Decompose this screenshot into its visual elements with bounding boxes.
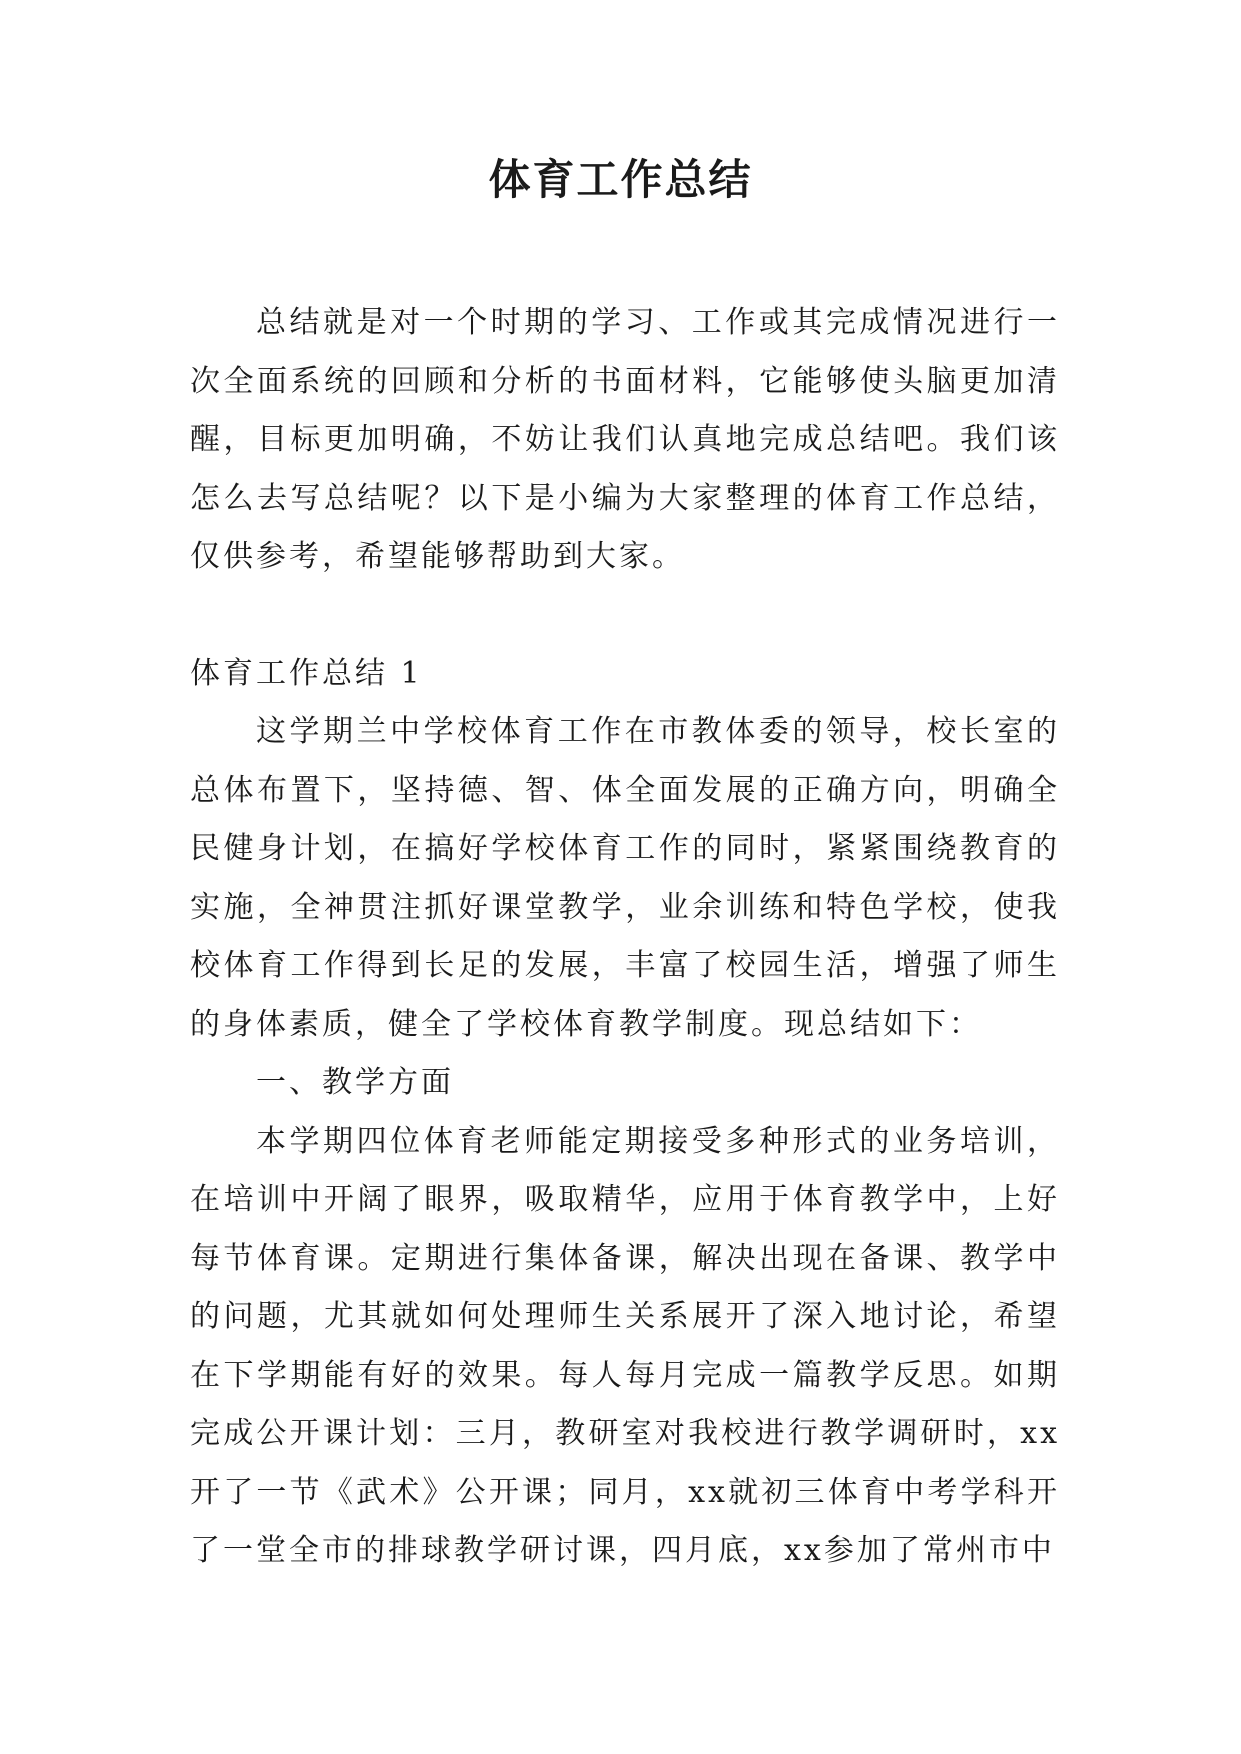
- section-heading: 体育工作总结 1: [190, 655, 423, 691]
- body-paragraph: 这学期兰中学校体育工作在市教体委的领导，校长室的总体布置下，坚持德、智、体全面发展的正确方向，明确全民健身计划，在搞好学校体育工作的同时，紧紧围绕教育的实施，全神贯注抓好课堂教学，业余训练和特色学校，使我校体育工作得到长足的发展，丰富了校园生活，增强了师生的身体素质，健全了学校体育教学制度。现总结如下：: [190, 714, 1060, 1042]
- document-title: 体育工作总结: [488, 155, 753, 204]
- document-body: [190, 294, 1060, 1581]
- subheading-teaching: 一、教学方面: [256, 1065, 454, 1100]
- intro-paragraph: 总结就是对一个时期的学习、工作或其完成情况进行一次全面系统的回顾和分析的书面材料，它能够使头脑更加清醒，目标更加明确，不妨让我们认真地完成总结吧。我们该怎么去写总结呢？以下是小编为大家整理的体育工作总结，仅供参考，希望能够帮助到大家。: [190, 305, 1060, 574]
- body-paragraph: 本学期四位体育老师能定期接受多种形式的业务培训，在培训中开阔了眼界，吸取精华，应用于体育教学中，上好每节体育课。定期进行集体备课，解决出现在备课、教学中的问题，尤其就如何处理师生关系展开了深入地讨论，希望在下学期能有好的效果。每人每月完成一篇教学反思。如期完成公开课计划：三月，教研室对我校进行教学调研时，xx开了一节《武术》公开课；同月，xx就初三体育中考学科开了一堂全市的排球教学研讨课，四月底，xx参加了常州市中: [190, 1123, 1060, 1568]
